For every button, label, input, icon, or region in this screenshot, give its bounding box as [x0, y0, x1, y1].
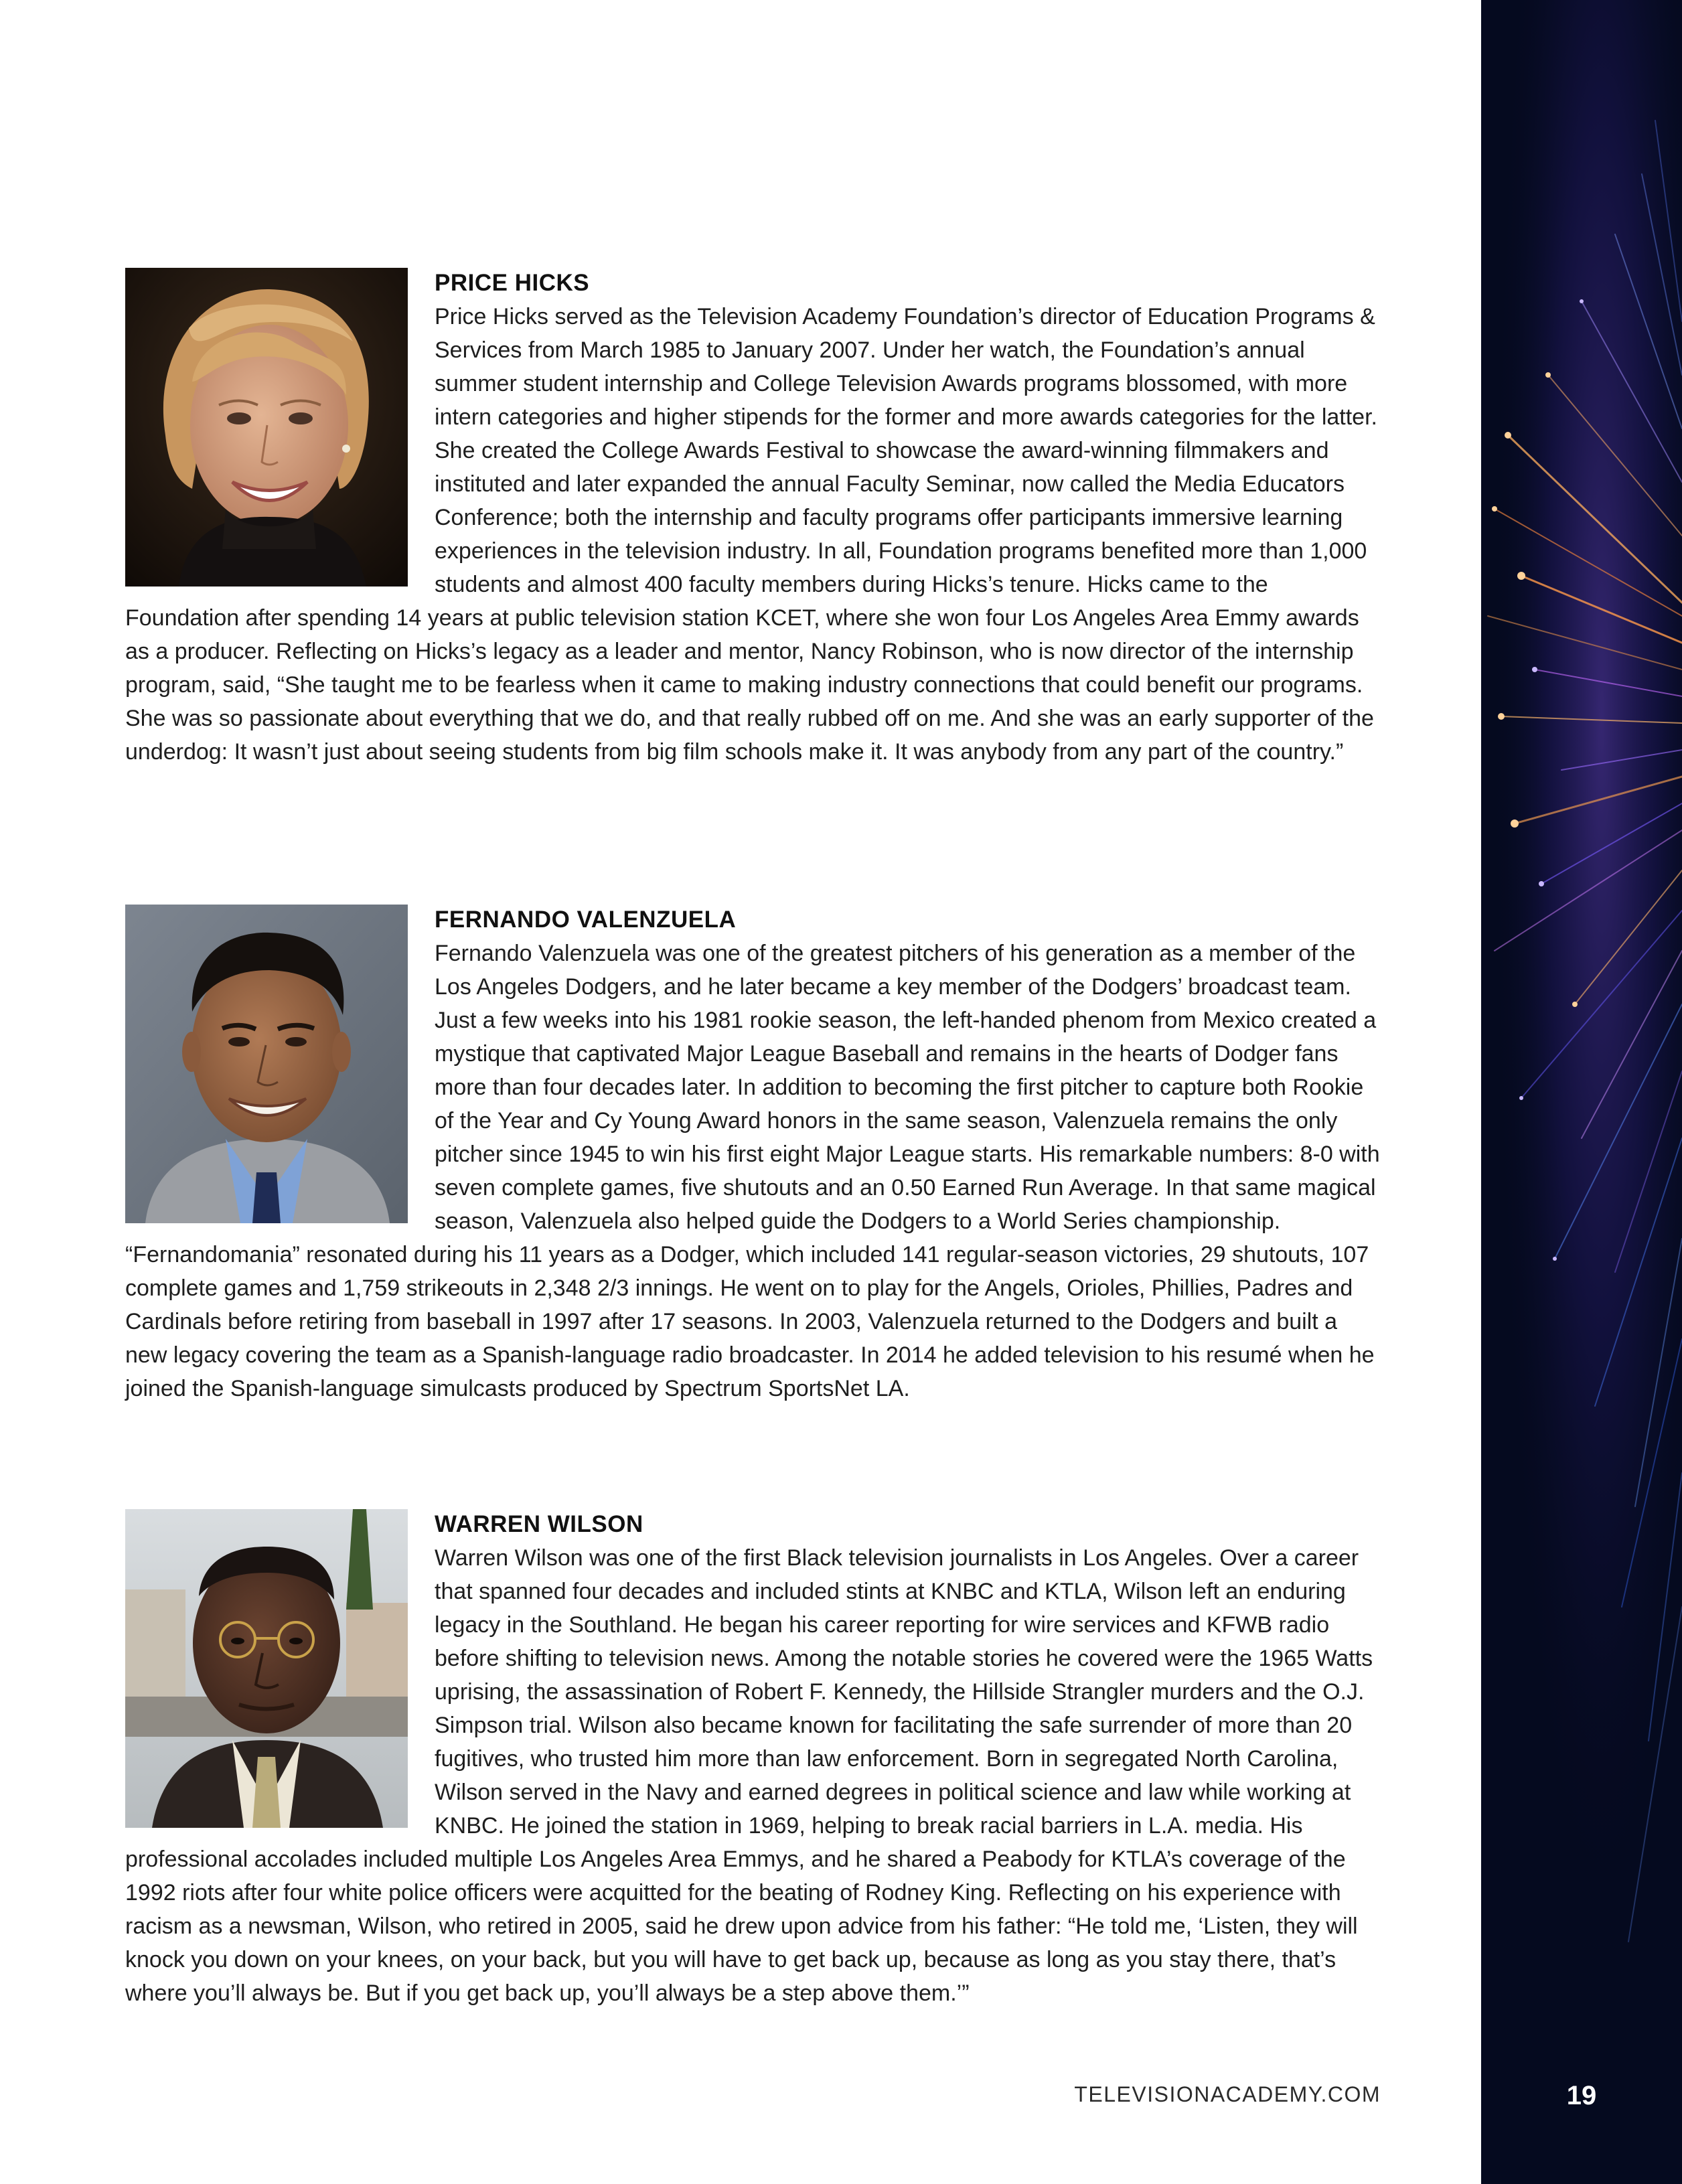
- bio-text: Warren Wilson was one of the first Black television journalists in Los Angeles. Over a career that spanned four decades and included stints at KNBC and KTLA, Wilson left an enduring legacy in the Southland. He began his career reporting for wire services and KFWB radio before shifting to television news. Among the notable stories he covered were the 1965 Watts uprising, the assassination of Robert F. Kennedy, the Hillside Strangler murders and the O.J. Simpson trial. Wilson also became known for facilitating the safe surrender of more than 20 fugitives, who trusted him more than law enforcement. Born in segregated North Carolina, Wilson served in the Navy and earned degrees in political science and law while working at KNBC. He joined the station in 1969, helping to break racial barriers in L.A. media. His professional accolades included multiple Los Angeles Area Emmys, and he shared a Peabody for KTLA’s coverage of the 1992 riots after four white police officers were acquitted for the beating of Rodney King. Reflecting on his experience with racism as a newsman, Wilson, who retired in 2005, said he drew upon advice from his father: “He told me, ‘Listen, they will knock you down on your knees, on your back, but you will have to get back up, because as long as you stay there, that’s where you’ll always be. But if you get back up, you’ll always be a step above them.’”: [125, 1545, 1373, 2006]
- bio-name: WARREN WILSON: [435, 1511, 643, 1537]
- bio-text: Fernando Valenzuela was one of the greatest pitchers of his generation as a member of the Los Angeles Dodgers, and he later became a key member of the Dodgers’ broadcast team. Just a few weeks into his 1981 rookie season, the left-handed phenom from Mexico created a mystique that captivated Major League Baseball and remains in the hearts of Dodger fans more than four decades later. In addition to becoming the first pitcher to capture both Rookie of the Year and Cy Young Award honors in the same season, Valenzuela remains the only pitcher since 1945 to win his first eight Major League starts. His remarkable numbers: 8-0 with seven complete games, five shutouts and an 0.50 Earned Run Average. In that same magical season, Valenzuela also helped guide the Dodgers to a World Series championship. “Fernandomania” resonated during his 11 years as a Dodger, which included 141 regular-season victories, 29 shutouts, 107 complete games and 1,759 strikeouts in 2,348 2/3 innings. He went on to play for the Angels, Orioles, Phillies, Padres and Cardinals before retiring from baseball in 1997 after 17 seasons. In 2003, Valenzuela returned to the Dodgers and built a new legacy covering the team as a Spanish-language radio broadcaster. In 2014 he added television to his resumé when he joined the Spanish-language simulcasts produced by Spectrum SportsNet LA.: [125, 941, 1380, 1401]
- bio-price-hicks: [125, 266, 1384, 769]
- portrait-fernando-valenzuela: [125, 905, 408, 1223]
- portrait-warren-wilson: [125, 1509, 408, 1828]
- page-number: 19: [1566, 2081, 1597, 2110]
- portrait-price-hicks: [125, 268, 408, 587]
- bio-text: Price Hicks served as the Television Academy Foundation’s director of Education Programs & Services from March 1985 to January 2007. Under her watch, the Foundation’s annual summer student internship and College Television Awards programs blossomed, with more intern categories and higher stipends for the former and more awards categories for the latter. She created the College Awards Festival to showcase the award-winning filmmakers and instituted and later expanded the annual Faculty Seminar, now called the Media Educators Conference; both the internship and faculty programs offer participants immersive learning experiences in the television industry. In all, Foundation programs benefited more than 1,000 students and almost 400 faculty members during Hicks’s tenure. Hicks came to the Foundation after spending 14 years at public television station KCET, where she won four Los Angeles Area Emmy awards as a producer. Reflecting on Hicks’s legacy as a leader and mentor, Nancy Robinson, who is now director of the internship program, said, “She taught me to be fearless when it came to making industry connections that could benefit our programs. She was so passionate about everything that we do, and that really rubbed off on me. And she was an early supporter of the underdog: It wasn’t just about seeing students from big film schools make it. It was anybody from any part of the country.”: [125, 304, 1377, 765]
- footer-website: TELEVISIONACADEMY.COM: [1074, 2082, 1381, 2106]
- bio-name: FERNANDO VALENZUELA: [435, 907, 737, 933]
- bio-fernando-valenzuela: [125, 903, 1384, 1405]
- decorative-fiber-optic-panel: [1481, 0, 1682, 2184]
- bio-name: PRICE HICKS: [435, 270, 590, 296]
- bio-warren-wilson: [125, 1508, 1384, 2010]
